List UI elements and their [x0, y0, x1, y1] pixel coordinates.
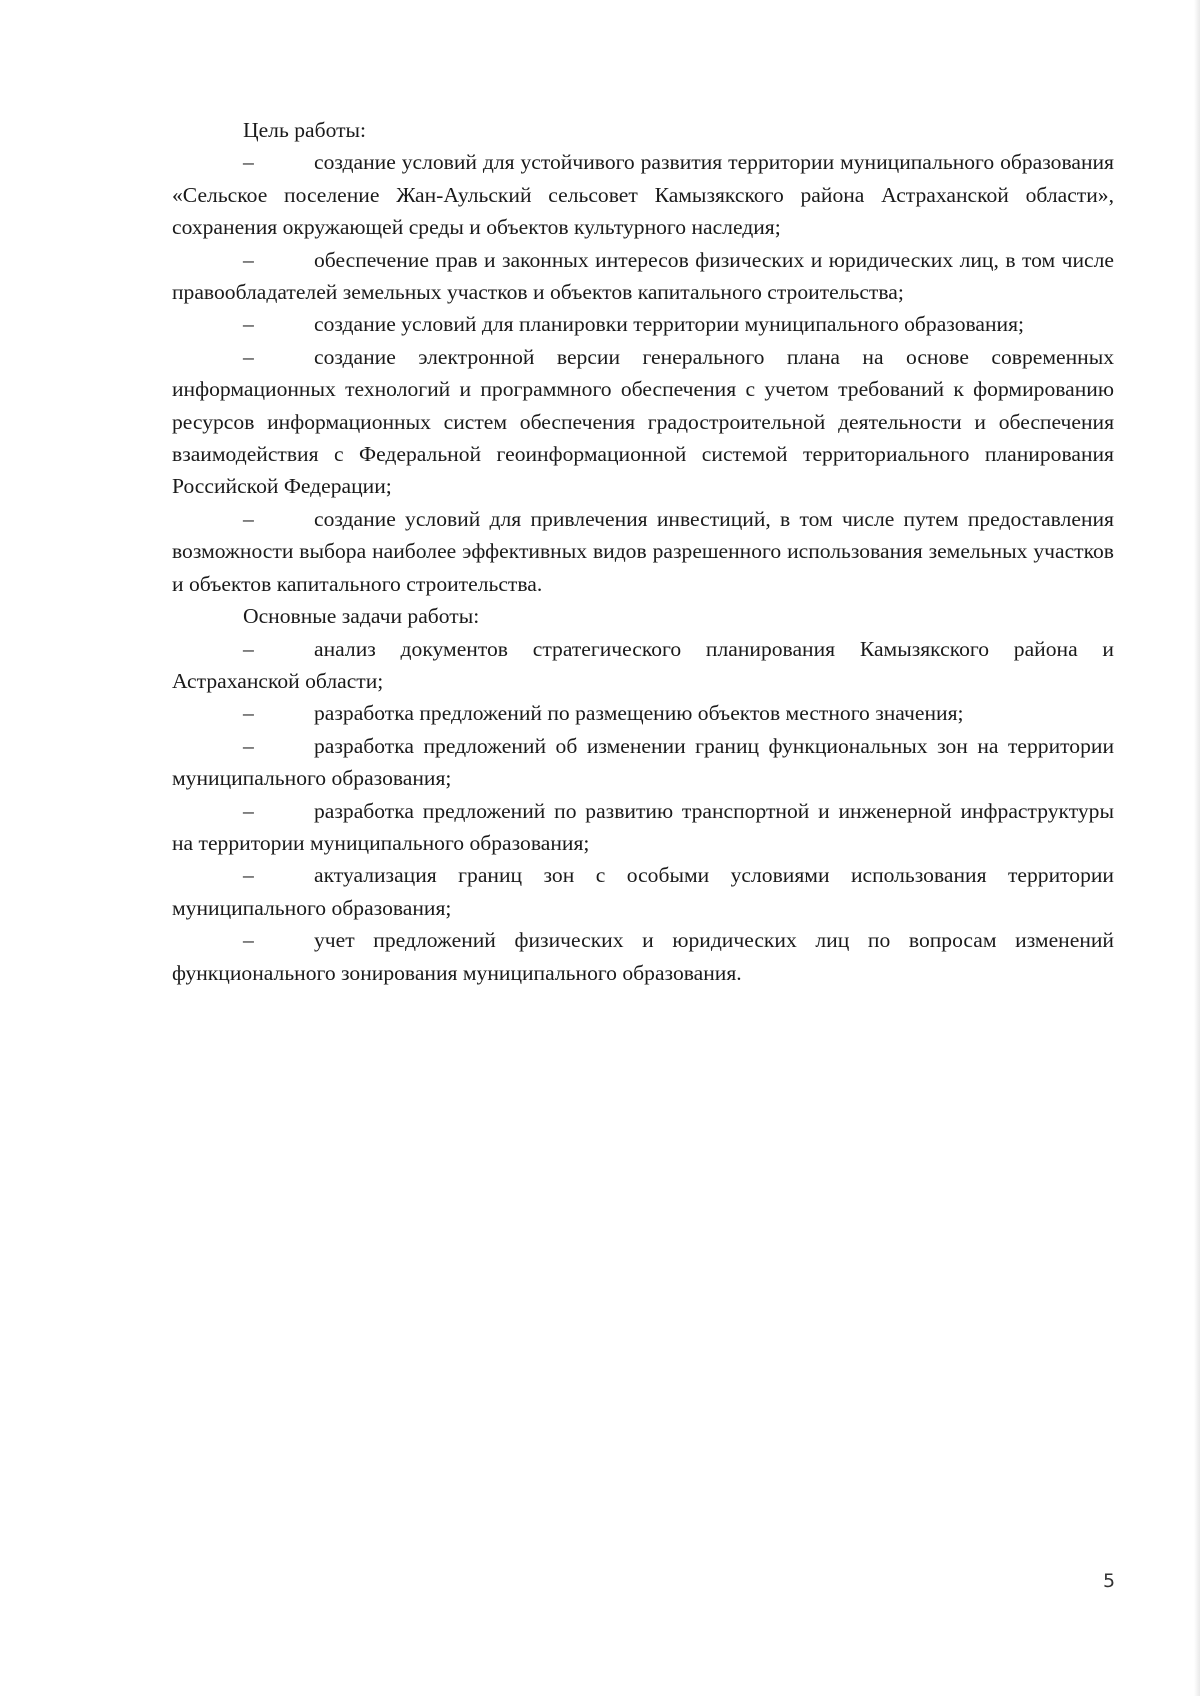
- dash-bullet: –: [243, 928, 254, 953]
- goal-item-1: [172, 146, 1114, 243]
- goal-item-2: [172, 244, 1114, 309]
- goal-item-text: создание условий для планировки территории муниципального образования;: [314, 312, 1025, 337]
- goal-item-text: обеспечение прав и законных интересов физических и юридических лиц, в том числе правообладателей земельных участков и объектов капитального строительства;: [172, 247, 1114, 305]
- task-item-text: анализ документов стратегического планирования Камызякского района и Астраханской области;: [172, 636, 1114, 693]
- task-item-text: учет предложений физических и юридических лиц по вопросам изменений функционального зонирования муниципального образования.: [172, 928, 1114, 985]
- goal-item-text: создание электронной версии генерального плана на основе современных информационных технологий и программного обеспечения с учетом требований к формированию ресурсов информационных систем обеспечения градостроительной деятельности и обеспечения взаимодействия с Федеральной геоинформационной системой территориального планирования Российской Федерации;: [172, 344, 1114, 499]
- document-body: [172, 114, 1114, 989]
- task-item-3: [172, 730, 1114, 795]
- task-item-2: [172, 697, 1114, 729]
- goal-item-3: [172, 308, 1114, 340]
- dash-bullet: –: [243, 150, 254, 175]
- dash-bullet: –: [243, 863, 254, 888]
- dash-bullet: –: [243, 636, 254, 661]
- goal-item-text: создание условий для привлечения инвестиций, в том числе путем предоставления возможности выбора наиболее эффективных видов разрешенного использования земельных участков и объектов капитального строительства.: [172, 506, 1114, 596]
- goal-item-4: [172, 341, 1114, 503]
- task-item-text: разработка предложений по развитию транспортной и инженерной инфраструктуры на территории муниципального образования;: [172, 798, 1114, 855]
- tasks-heading: Основные задачи работы:: [243, 604, 480, 629]
- dash-bullet: –: [243, 344, 254, 369]
- task-item-text: разработка предложений по размещению объектов местного значения;: [314, 701, 964, 726]
- dash-bullet: –: [243, 798, 254, 823]
- page-number: 5: [1103, 1570, 1116, 1592]
- dash-bullet: –: [243, 701, 254, 726]
- task-item-1: [172, 633, 1114, 698]
- task-item-4: [172, 795, 1114, 860]
- task-item-text: разработка предложений об изменении границ функциональных зон на территории муниципального образования;: [172, 733, 1114, 791]
- dash-bullet: –: [243, 733, 254, 758]
- page-edge-shadow: [1194, 0, 1200, 1696]
- goal-heading: Цель работы:: [243, 118, 367, 142]
- task-item-text: актуализация границ зон с особыми условиями использования территории муниципального образования;: [172, 863, 1114, 920]
- dash-bullet: –: [243, 312, 254, 337]
- task-item-6: [172, 924, 1114, 989]
- task-item-5: [172, 859, 1114, 924]
- goal-item-text: создание условий для устойчивого развития территории муниципального образования «Сельское поселение Жан-Аульский сельсовет Камызякского района Астраханской области», сохранения окружающей среды и объектов культурного наследия;: [172, 150, 1114, 240]
- dash-bullet: –: [243, 506, 254, 531]
- goal-item-5: [172, 503, 1114, 600]
- dash-bullet: –: [243, 247, 254, 272]
